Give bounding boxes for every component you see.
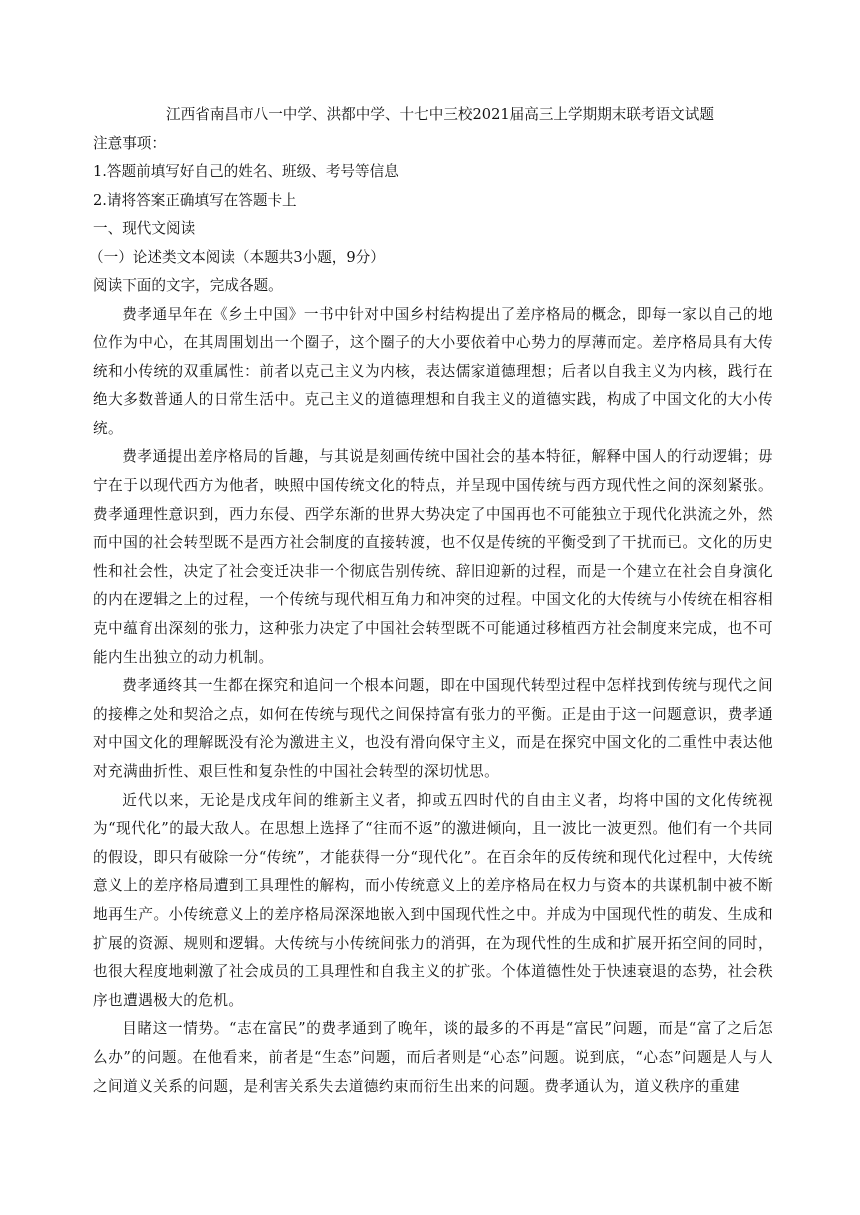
reading-instruction: 阅读下面的文字，完成各题。 xyxy=(93,277,283,294)
notice-item: 2.请将答案正确填写在答题卡上 xyxy=(93,191,297,209)
notice-header: 注意事项： xyxy=(93,134,166,152)
body-paragraph: 目睹这一情势。“志在富民”的费孝通到了晚年，谈的最多的不再是“富民”问题，而是“富了之后怎么办”的问题。在他看来，前者是“生态”问题，而后者则是“心态”问题。说到底，“心态”问题是人与人之间道义关系的问题，是利害关系失去道德约束而衍生出来的问题。费孝通认为，道义秩序的重建 xyxy=(93,1020,773,1095)
subsection-heading: （一）论述类文本阅读（本题共3小题，9分） xyxy=(89,248,385,266)
notice-item: 1.答题前填写好自己的姓名、班级、考号等信息 xyxy=(93,163,399,180)
body-paragraph: 费孝通终其一生都在探究和追问一个根本问题，即在中国现代转型过程中怎样找到传统与现代之间的接榫之处和契洽之点，如何在传统与现代之间保持富有张力的平衡。正是由于这一问题意识，费孝通对中国文化的理解既没有沦为激进主义，也没有滑向保守主义，而是在探究中国文化的二重性中表达他对充满曲折性、艰巨性和复杂性的中国社会转型的深切忧思。 xyxy=(93,677,773,780)
exam-title: 江西省南昌市八一中学、洪都中学、十七中三校2021届高三上学期期末联考语文试题 xyxy=(166,106,714,123)
body-paragraph: 费孝通早年在《乡土中国》一书中针对中国乡村结构提出了差序格局的概念，即每一家以自己的地位作为中心，在其周围划出一个圈子，这个圈子的大小要依着中心势力的厚薄而定。差序格局具有大传统和小传统的双重属性：前者以克己主义为内核，表达儒家道德理想；后者以自我主义为内核，践行在绝大多数普通人的日常生活中。克己主义的道德理想和自我主义的道德实践，构成了中国文化的大小传统。 xyxy=(93,305,773,437)
section-heading: 一、现代文阅读 xyxy=(93,220,196,237)
body-paragraph: 近代以来，无论是戊戌年间的维新主义者，抑或五四时代的自由主义者，均将中国的文化传统视为“现代化”的最大敌人。在思想上选择了“往而不返”的激进倾向，且一波比一波更烈。他们有一个共同的假设，即只有破除一分“传统”，才能获得一分“现代化”。在百余年的反传统和现代化过程中，大传统意义上的差序格局遭到工具理性的解构，而小传统意义上的差序格局在权力与资本的共谋机制中被不断地再生产。小传统意义上的差序格局深深地嵌入到中国现代性之中。并成为中国现代性的萌发、生成和扩展的资源、规则和逻辑。大传统与小传统间张力的消弭，在为现代性的生成和扩展开拓空间的同时，也很大程度地刺激了社会成员的工具理性和自我主义的扩张。个体道德性处于快速衰退的态势，社会秩序也遭遇极大的危机。 xyxy=(93,791,773,1009)
body-paragraph: 费孝通提出差序格局的旨趣，与其说是刻画传统中国社会的基本特征，解释中国人的行动逻辑；毋宁在于以现代西方为他者，映照中国传统文化的特点，并呈现中国传统与西方现代性之间的深刻紧张。费孝通理性意识到，西力东侵、西学东渐的世界大势决定了中国再也不可能独立于现代化洪流之外，然而中国的社会转型既不是西方社会制度的直接转渡，也不仅是传统的平衡受到了干扰而已。文化的历史性和社会性，决定了社会变迁决非一个彻底告别传统、辞旧迎新的过程，而是一个建立在社会自身演化的内在逻辑之上的过程，一个传统与现代相互角力和冲突的过程。中国文化的大传统与小传统在相容相克中蕴育出深刻的张力，这种张力决定了中国社会转型既不可能通过移植西方社会制度来完成，也不可能内生出独立的动力机制。 xyxy=(93,448,773,666)
exam-page xyxy=(89,101,773,1101)
